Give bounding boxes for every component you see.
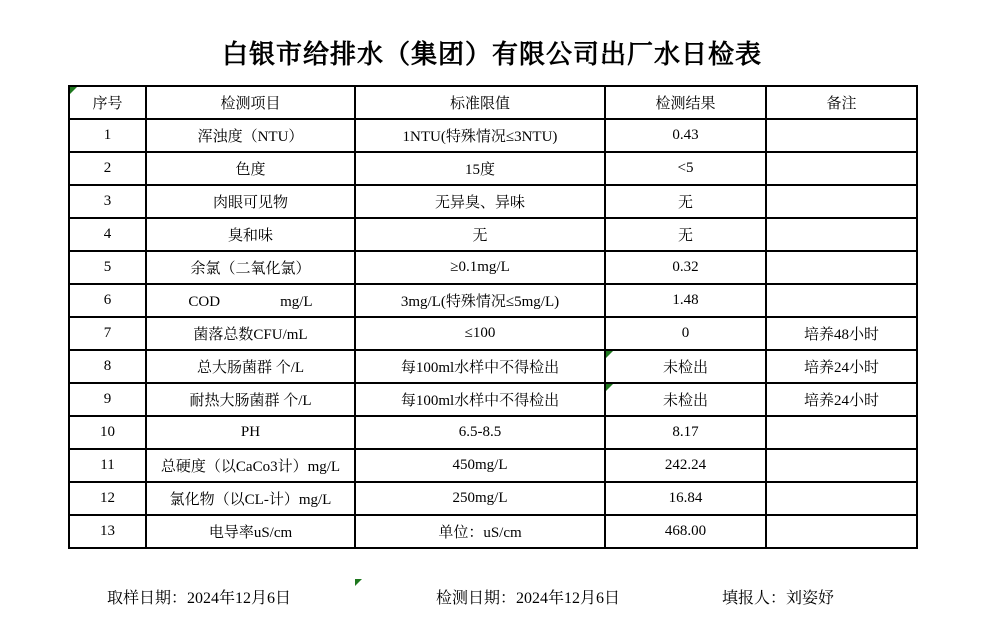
cell-result: 16.84 (605, 482, 766, 515)
cell-item: 色度 (146, 152, 355, 185)
cell-remark: 培养24小时 (766, 383, 917, 416)
cell-result: <5 (605, 152, 766, 185)
test-date: 检测日期：2024年12月6日 (436, 590, 621, 607)
cell-remark (766, 416, 917, 449)
cell-result-text: 未检出 (662, 393, 708, 409)
cell-limit: 15度 (355, 152, 605, 185)
cell-no: 2 (69, 152, 146, 185)
cell-item: PH (146, 416, 355, 449)
cell-limit: ≤100 (355, 317, 605, 350)
cell-result: 8.17 (605, 416, 766, 449)
cell-item: 浑浊度（NTU） (146, 119, 355, 152)
header-cell-seq (69, 86, 146, 119)
cell-limit: 无 (355, 218, 605, 251)
cell-result: 无 (605, 185, 766, 218)
cell-no: 9 (69, 383, 146, 416)
table-row (69, 515, 917, 548)
header-cell-remark: 备注 (766, 86, 917, 119)
cell-remark (766, 185, 917, 218)
cell-no: 5 (69, 251, 146, 284)
cell-remark (766, 251, 917, 284)
cell-no: 12 (69, 482, 146, 515)
cell-result (605, 350, 766, 383)
cell-item: 电导率uS/cm (146, 515, 355, 548)
cell-item: COD mg/L (146, 284, 355, 317)
table-row (69, 449, 917, 482)
cell-no: 3 (69, 185, 146, 218)
table-row (69, 185, 917, 218)
header-label: 序号 (92, 96, 123, 112)
table-row (69, 251, 917, 284)
cell-remark (766, 284, 917, 317)
cell-remark: 培养24小时 (766, 350, 917, 383)
header-cell-limit: 标准限值 (355, 86, 605, 119)
cell-remark (766, 449, 917, 482)
sampling-date: 取样日期：2024年12月6日 (107, 590, 292, 607)
cell-limit: 3mg/L(特殊情况≤5mg/L) (355, 284, 605, 317)
table-row (69, 152, 917, 185)
cell-no: 4 (69, 218, 146, 251)
table-row (69, 383, 917, 416)
cell-result: 1.48 (605, 284, 766, 317)
cell-result: 0 (605, 317, 766, 350)
cell-item: 肉眼可见物 (146, 185, 355, 218)
cell-no: 1 (69, 119, 146, 152)
table-row (69, 119, 917, 152)
cell-result-text: 未检出 (662, 360, 708, 376)
cell-limit: ≥0.1mg/L (355, 251, 605, 284)
error-marker-icon (606, 384, 613, 391)
cell-result: 242.24 (605, 449, 766, 482)
header-cell-item: 检测项目 (146, 86, 355, 119)
reporter: 填报人：刘姿妤 (722, 590, 835, 607)
cell-no: 7 (69, 317, 146, 350)
cell-no: 13 (69, 515, 146, 548)
error-marker-icon (70, 87, 77, 94)
cell-remark (766, 515, 917, 548)
cell-item: 总硬度（以CaCo3计）mg/L (146, 449, 355, 482)
cell-remark (766, 218, 917, 251)
cell-no: 8 (69, 350, 146, 383)
cell-result: 0.43 (605, 119, 766, 152)
cell-item: 余氯（二氧化氯） (146, 251, 355, 284)
cell-limit: 450mg/L (355, 449, 605, 482)
cell-item: 臭和味 (146, 218, 355, 251)
page-title: 白银市给排水（集团）有限公司出厂水日检表 (221, 40, 762, 69)
cell-remark (766, 482, 917, 515)
cell-remark (766, 119, 917, 152)
table-row (69, 350, 917, 383)
cell-item: 总大肠菌群 个/L (146, 350, 355, 383)
cell-result: 468.00 (605, 515, 766, 548)
cell-limit: 每100ml水样中不得检出 (355, 350, 605, 383)
cell-remark (766, 152, 917, 185)
cell-limit: 250mg/L (355, 482, 605, 515)
cell-result: 0.32 (605, 251, 766, 284)
inspection-table (68, 85, 918, 549)
table-row (69, 317, 917, 350)
table-row (69, 416, 917, 449)
cell-result (605, 383, 766, 416)
cell-limit: 每100ml水样中不得检出 (355, 383, 605, 416)
cell-item: 氯化物（以CL-计）mg/L (146, 482, 355, 515)
cell-limit: 1NTU(特殊情况≤3NTU) (355, 119, 605, 152)
cell-item: 菌落总数CFU/mL (146, 317, 355, 350)
cell-no: 6 (69, 284, 146, 317)
cell-item: 耐热大肠菌群 个/L (146, 383, 355, 416)
cell-result: 无 (605, 218, 766, 251)
table-row (69, 482, 917, 515)
error-marker-icon (606, 351, 613, 358)
cell-limit: 6.5-8.5 (355, 416, 605, 449)
cell-remark: 培养48小时 (766, 317, 917, 350)
header-cell-result: 检测结果 (605, 86, 766, 119)
table-row (69, 284, 917, 317)
cell-limit: 单位：uS/cm (355, 515, 605, 548)
table-row (69, 218, 917, 251)
header-row (69, 86, 917, 119)
cell-no: 10 (69, 416, 146, 449)
error-marker-icon (355, 579, 362, 586)
cell-no: 11 (69, 449, 146, 482)
cell-limit: 无异臭、异味 (355, 185, 605, 218)
